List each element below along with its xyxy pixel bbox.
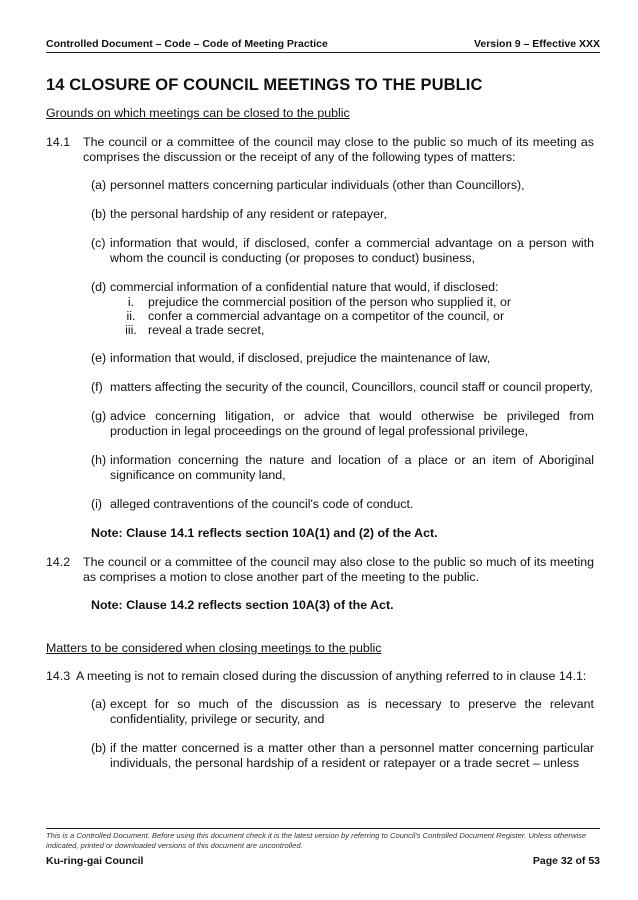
- clause-14-1-items: [91, 178, 594, 512]
- subheading-grounds: Grounds on which meetings can be closed to the public: [46, 106, 350, 120]
- list-item: (d) commercial information of a confidential nature that would, if disclosed:: [91, 280, 499, 294]
- list-item: (f) matters affecting the security of the council, Councillors, council staff or council property,: [91, 380, 593, 394]
- sub-list-item: i. prejudice the commercial position of the person who supplied it, or: [127, 295, 511, 309]
- list-item: (b) the personal hardship of any resident or ratepayer,: [91, 207, 387, 221]
- list-item: (g) advice concerning litigation, or advice that would otherwise be privileged from production in legal proceedings on the ground of legal professional privilege,: [91, 409, 594, 438]
- clause-text: The council or a committee of the council may close to the public so much of its meeting as comprises the discussion or the receipt of any of the following types of matters:: [83, 135, 594, 164]
- clause-number: 14.2: [46, 555, 71, 569]
- sub-list-item: iii. reveal a trade secret,: [125, 323, 265, 337]
- note-14-2: Note: Clause 14.2 reflects section 10A(3) of the Act.: [91, 598, 394, 612]
- footer-disclaimer: This is a Controlled Document. Before using this document check it is the latest version by referring to Council's Controlled Document Register. Unless otherwise indicated, printed or downloaded versions of this document are uncontrolled.: [46, 831, 587, 850]
- sub-list-item: ii. confer a commercial advantage on a competitor of the council, or: [126, 309, 505, 323]
- clause-number: 14.1: [46, 135, 71, 149]
- footer-divider: [46, 828, 600, 829]
- page-footer: [46, 855, 600, 867]
- list-item: (a) personnel matters concerning particular individuals (other than Councillors),: [91, 178, 525, 192]
- sub-list: [114, 295, 594, 337]
- list-item: (b) if the matter concerned is a matter other than a personnel matter concerning particular individuals, the personal hardship of a resident or ratepayer or a trade secret – unless: [91, 741, 594, 770]
- footer-organisation: Ku-ring-gai Council: [46, 855, 144, 867]
- clause-14-1: [46, 135, 594, 165]
- clause-14-3-items: [91, 697, 594, 771]
- clause-14-3: [46, 669, 594, 684]
- section-title: 14 CLOSURE OF COUNCIL MEETINGS TO THE PUBLIC: [46, 76, 483, 94]
- clause-text: A meeting is not to remain closed during the discussion of anything referred to in clause 14.1:: [76, 669, 587, 683]
- header-doc-title: Controlled Document – Code – Code of Meeting Practice: [46, 38, 328, 50]
- list-item: (a) except for so much of the discussion as is necessary to preserve the relevant confidentiality, privilege or security, and: [91, 697, 594, 726]
- note-14-1: Note: Clause 14.1 reflects section 10A(1) and (2) of the Act.: [91, 526, 438, 540]
- list-item: (h) information concerning the nature and location of a place or an item of Aboriginal significance on community land,: [91, 453, 594, 482]
- list-item: (e) information that would, if disclosed, prejudice the maintenance of law,: [91, 351, 491, 365]
- page-number: Page 32 of 53: [532, 855, 600, 867]
- page-header: [46, 38, 600, 53]
- clause-text: The council or a committee of the council may also close to the public so much of its meeting as comprises a motion to close another part of the meeting to the public.: [83, 555, 594, 584]
- header-version: Version 9 – Effective XXX: [473, 38, 600, 50]
- list-item: (i) alleged contraventions of the council's code of conduct.: [91, 497, 414, 511]
- clause-number: 14.3: [46, 669, 71, 683]
- subheading-matters: Matters to be considered when closing meetings to the public: [46, 641, 382, 655]
- list-item: (c) information that would, if disclosed, confer a commercial advantage on a person with whom the council is conducting (or proposes to conduct) business,: [91, 236, 594, 265]
- document-body: [46, 106, 594, 771]
- clause-14-2: [46, 555, 594, 585]
